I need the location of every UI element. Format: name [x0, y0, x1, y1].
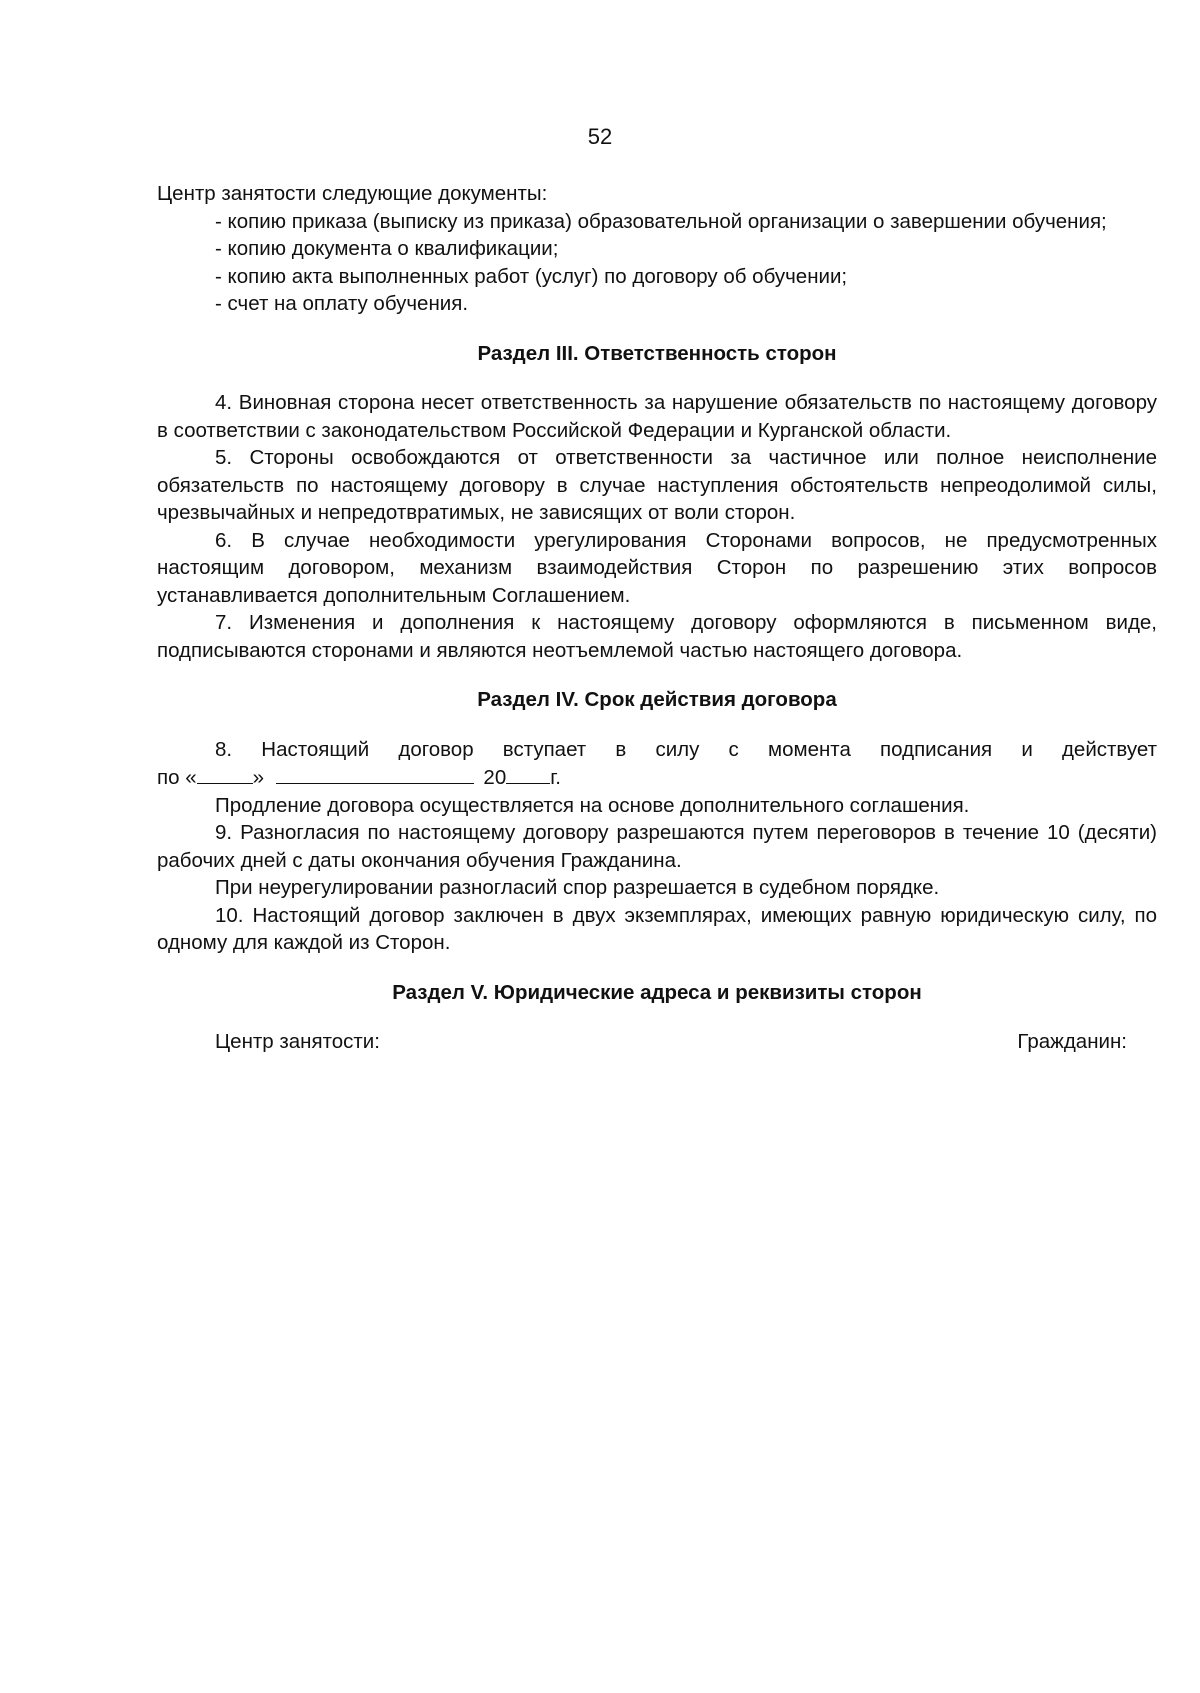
- intro-line: Центр занятости следующие документы:: [157, 182, 548, 205]
- dispute-clause: При неурегулировании разногласий спор разрешается в судебном порядке.: [215, 876, 940, 899]
- section-4-title: Раздел IV. Срок действия договора: [477, 688, 837, 711]
- month-blank: [276, 763, 474, 784]
- employment-center-label: Центр занятости:: [215, 1030, 380, 1053]
- list-item: - копию приказа (выписку из приказа) образовательной организации о завершении обучения;: [215, 209, 1107, 233]
- extension-clause: Продление договора осуществляется на основе дополнительного соглашения.: [215, 793, 970, 817]
- clause-7: 7. Изменения и дополнения к настоящему договору оформляются в письменном виде, подписываются сторонами и являются неотъемлемой частью настоящего договора.: [157, 611, 1157, 662]
- list-item: - счет на оплату обучения.: [215, 292, 469, 315]
- clause-5: 5. Стороны освобождаются от ответственности за частичное или полное неисполнение обязательств по настоящему договору в случае наступления обстоятельств непреодолимой силы, чрезвычайных и непредотвратимых, не зависящих от воли сторон.: [157, 446, 1157, 524]
- year-blank: [506, 763, 550, 784]
- clause-6: 6. В случае необходимости урегулирования Сторонами вопросов, не предусмотренных настоящим договором, механизм взаимодействия Сторон по разрешению этих вопросов устанавливается дополнительным Соглашением.: [157, 528, 1157, 607]
- date-close-quote: »: [252, 766, 265, 789]
- year-prefix: 20: [483, 766, 507, 789]
- document-body: [157, 180, 1157, 1056]
- list-item: - копию акта выполненных работ (услуг) по договору об обучении;: [215, 264, 848, 288]
- citizen-label: Гражданин:: [1017, 1030, 1127, 1053]
- clause-8-date-line: [157, 763, 1157, 792]
- parties-row: [157, 1028, 1157, 1056]
- date-prefix: по «: [157, 766, 197, 789]
- list-item: - копию документа о квалификации;: [215, 237, 559, 260]
- section-3-title: Раздел III. Ответственность сторон: [477, 341, 837, 365]
- day-blank: [197, 763, 253, 784]
- clause-10: 10. Настоящий договор заключен в двух экземплярах, имеющих равную юридическую силу, по одному для каждой из Сторон.: [157, 903, 1157, 954]
- year-suffix: г.: [550, 766, 561, 789]
- clause-4: 4. Виновная сторона несет ответственность за нарушение обязательств по настоящему договору в соответствии с законодательством Российской Федерации и Курганской области.: [157, 391, 1157, 442]
- clause-8-line-1: 8. Настоящий договор вступает в силу с момента подписания и действует: [215, 737, 1157, 761]
- section-5-title: Раздел V. Юридические адреса и реквизиты сторон: [392, 980, 922, 1004]
- clause-9: 9. Разногласия по настоящему договору разрешаются путем переговоров в течение 10 (десяти) рабочих дней с даты окончания обучения Гражданина.: [157, 821, 1157, 872]
- page-number: 52: [587, 124, 613, 149]
